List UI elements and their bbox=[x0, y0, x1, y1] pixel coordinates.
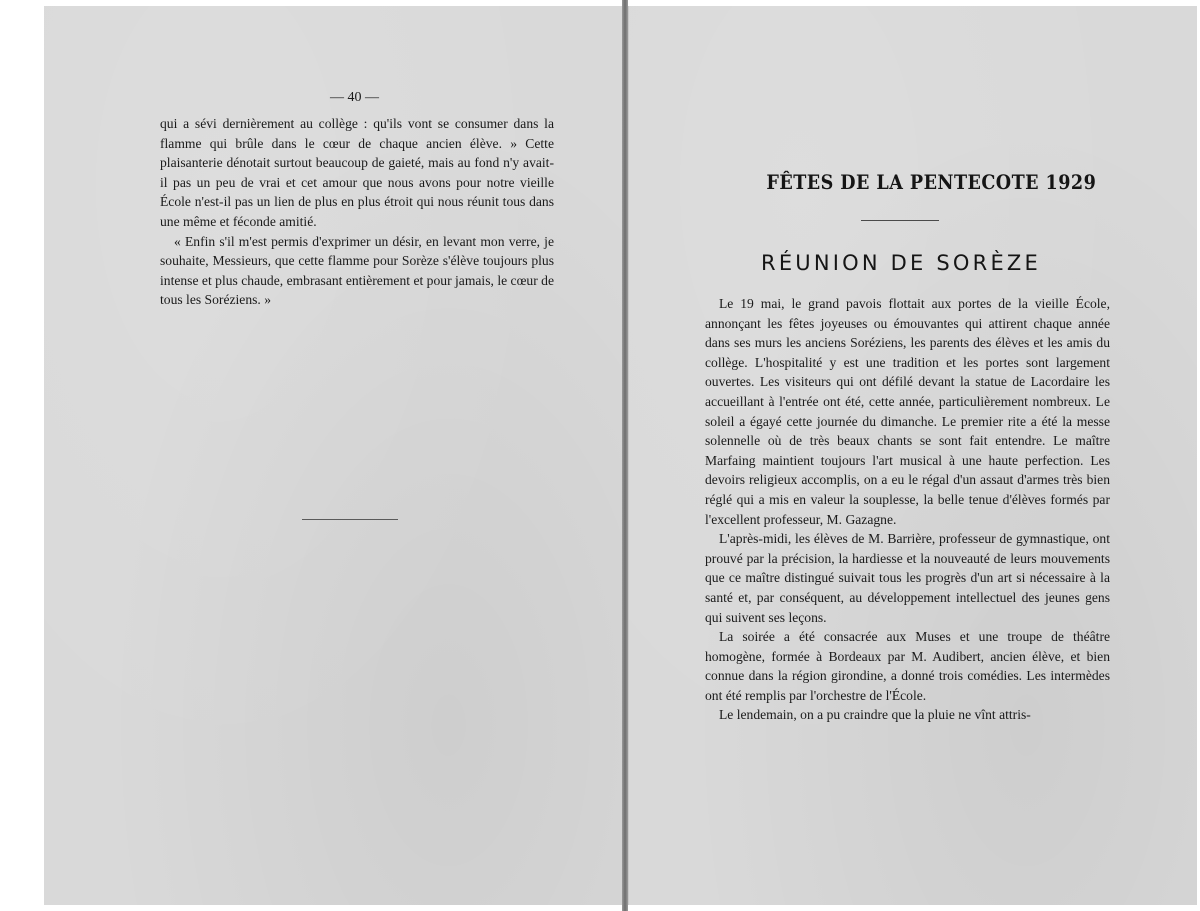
left-page-body bbox=[160, 114, 554, 310]
section-end-rule bbox=[302, 519, 398, 520]
left-paragraph-2: « Enfin s'il m'est permis d'exprimer un désir, en levant mon verre, je souhaite, Messieurs, que cette flamme pour Sorèze s'élève toujours plus intense et plus chaude, embrasant entièrement et pour jamais, le cœur de tous les Soréziens. » bbox=[160, 233, 554, 308]
right-paragraph-4: Le lendemain, on a pu craindre que la pluie ne vînt attris- bbox=[719, 707, 1031, 723]
page-number: — 40 — bbox=[330, 90, 379, 105]
right-page bbox=[628, 6, 1197, 905]
right-page-body bbox=[705, 294, 1110, 725]
right-paragraph-2: L'après-midi, les élèves de M. Barrière, professeur de gymnastique, ont prouvé par la précision, la hardiesse et la nouveauté de leurs mouvements que ce maître distingué suivait tous les progrès d'un art si nécessaire à la santé et, par conséquent, au développement intellectuel des jeunes gens qui suivent ses leçons. bbox=[705, 531, 1110, 625]
right-paragraph-1: Le 19 mai, le grand pavois flottait aux portes de la vieille École, annonçant les fêtes joyeuses ou émouvantes qui attirent chaque année dans ses murs les anciens Soréziens, les parents des élèves et les amis du collège. L'hospitalité y est une tradition et les portes sont largement ouvertes. Les visiteurs qui ont défilé devant la statue de Lacordaire les accueillant à l'entrée ont été, cette année, particulièrement nombreux. Le soleil a égayé cette journée du dimanche. Le premier rite a été la messe solennelle où de très beaux chants se sont fait entendre. Le maître Marfaing maintient toujours l'art musical à une haute perfection. Les devoirs religieux accomplis, on a eu le régal d'un assaut d'armes très bien réglé qui a mis en valeur la souplesse, la belle tenue d'élèves formés par l'excellent professeur, M. Gazagne. bbox=[705, 296, 1110, 527]
right-paragraph-3: La soirée a été consacrée aux Muses et une troupe de théâtre homogène, formée à Bordeaux par M. Audibert, ancien élève, et bien connue dans la région girondine, a donné trois comédies. Les intermèdes ont été remplis par l'orchestre de l'École. bbox=[705, 629, 1110, 703]
section-heading: RÉUNION DE SORÈZE bbox=[761, 251, 1041, 275]
chapter-title: FÊTES DE LA PENTECOTE 1929 bbox=[766, 170, 1097, 194]
left-paragraph-1: qui a sévi dernièrement au collège : qu'ils vont se consumer dans la flamme qui brûle dans le cœur de chaque ancien élève. » Cette plaisanterie dénotait surtout beaucoup de gaieté, mais au fond n'y avait-il pas un peu de vrai et cet amour que nous avons pour notre vieille École n'est-il pas un lien de plus en plus étroit qui nous réunit tous dans une même et féconde amitié. bbox=[160, 116, 554, 229]
left-page bbox=[44, 6, 623, 905]
title-divider-rule bbox=[861, 220, 939, 221]
